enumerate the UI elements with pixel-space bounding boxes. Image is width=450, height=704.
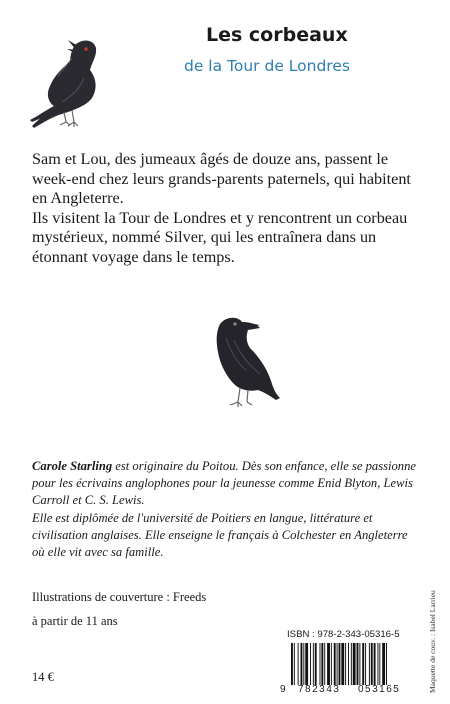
illustrations-credit: Illustrations de couverture : Freeds bbox=[32, 590, 207, 604]
price: 14 € bbox=[32, 670, 54, 684]
raven-icon bbox=[200, 310, 284, 410]
author-bio bbox=[32, 458, 422, 561]
author-bio-paragraph: Elle est diplômée de l'université de Poitiers en langue, littérature et civilisation anglaises. Elle enseigne le français à Colchester en Angleterre où elle vit avec sa famille. bbox=[32, 510, 408, 560]
author-name: Carole Starling bbox=[32, 459, 113, 473]
book-title: Les corbeaux bbox=[206, 24, 348, 46]
author-bio-paragraph bbox=[32, 458, 422, 510]
barcode-left-group: 782343 bbox=[298, 684, 341, 695]
summary-paragraph: Sam et Lou, des jumeaux âgés de douze ans, passent le week-end chez leurs grands-parents paternels, qui habitent en Angleterre. bbox=[32, 150, 411, 208]
age-range: à partir de 11 ans bbox=[32, 614, 118, 628]
barcode-first-digit: 9 bbox=[280, 684, 286, 695]
book-subtitle: de la Tour de Londres bbox=[184, 57, 350, 75]
isbn: ISBN : 978-2-343-05316-5 bbox=[287, 629, 400, 640]
summary-paragraph: Ils visitent la Tour de Londres et y rencontrent un corbeau mystérieux, nommé Silver, qui les entraînera dans un étonnant voyage dans le temps. bbox=[32, 208, 408, 266]
raven-icon bbox=[24, 30, 108, 130]
cover-design-credit: Maquette de couv. : Isabel Larrieu bbox=[428, 590, 437, 693]
barcode-right-group: 053165 bbox=[358, 684, 401, 695]
summary bbox=[32, 150, 424, 268]
author-bio-text: est originaire du Poitou. Dès son enfance, elle se passionne pour les écrivains anglophones pour la jeunesse comme Enid Blyton, Lewis Carroll et C. S. Lewis. bbox=[32, 459, 416, 508]
barcode bbox=[287, 643, 417, 685]
